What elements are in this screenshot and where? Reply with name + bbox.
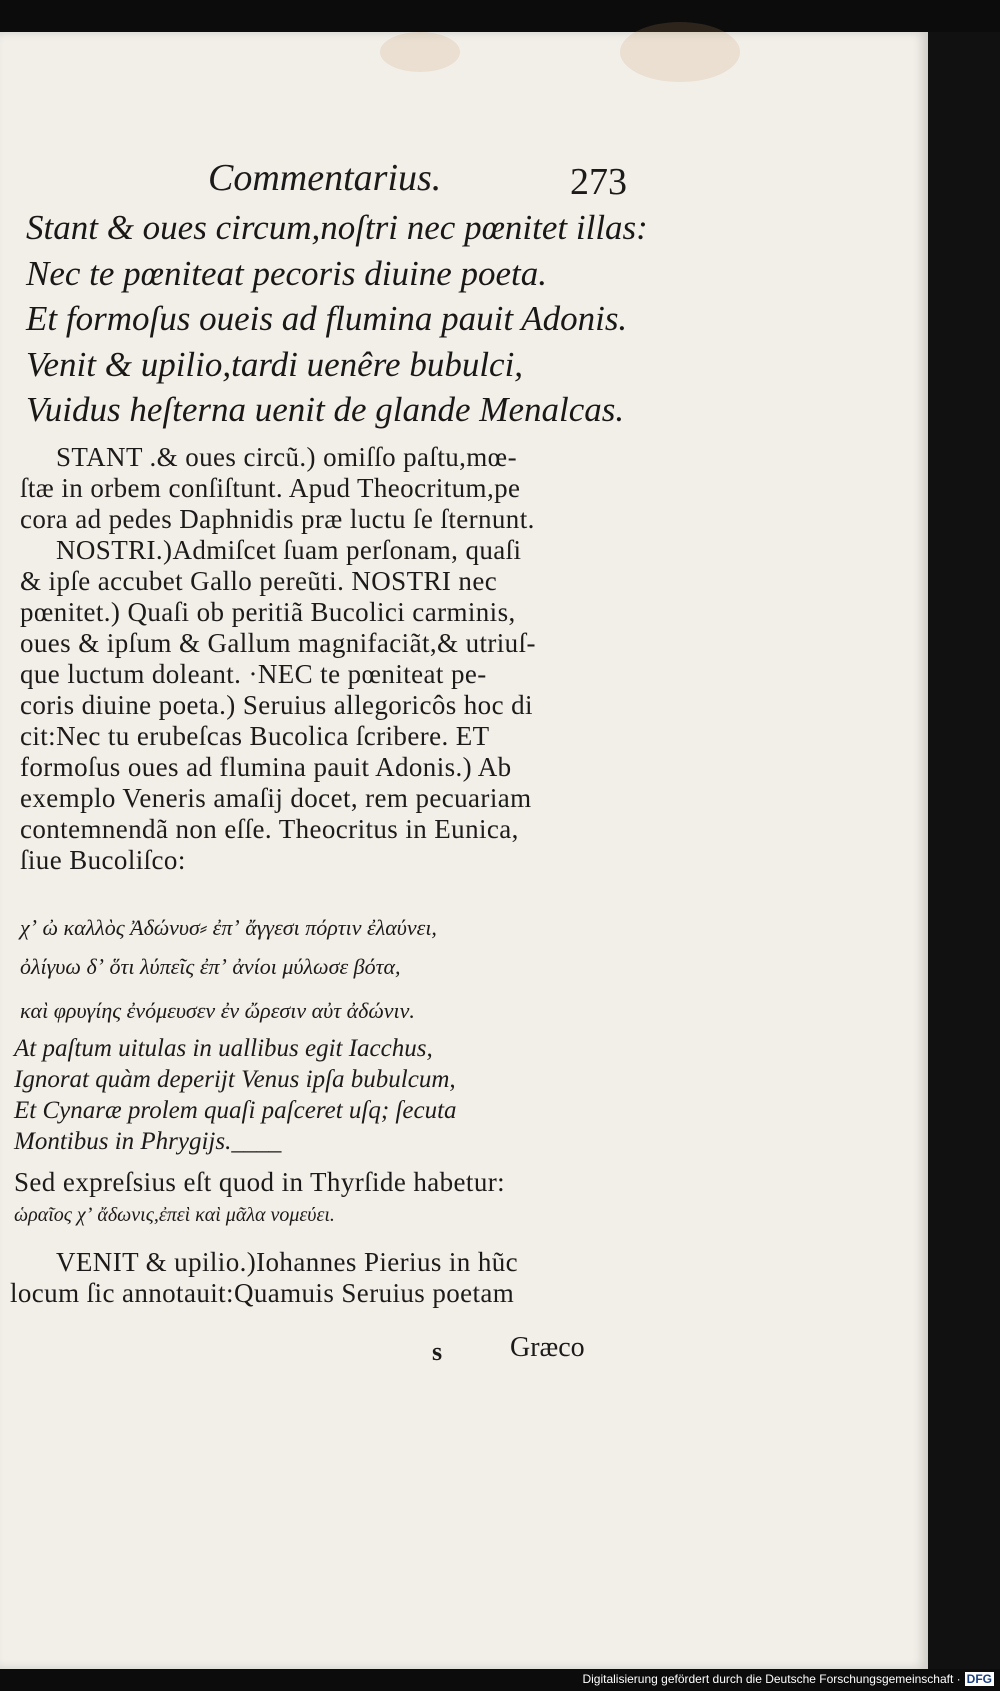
commentary-line: Sed expreſsius eſt quod in Thyrſide habetur: — [14, 1167, 506, 1197]
verse-line: Nec te pœniteat pecoris diuine poeta. — [26, 254, 548, 293]
verse-line: Stant & oues circum,noſtri nec pœnitet illas: — [26, 208, 648, 247]
catchword: Græco — [510, 1332, 585, 1363]
paper-stain — [380, 32, 460, 72]
commentary-line: locum ſic annotauit:Quamuis Seruius poetam — [10, 1278, 515, 1308]
greek-quote-line: ὀλίγυω δʼ ὅτι λύπεῖς ἐπʼ ἀνίοι μύλωσε βότα, — [20, 954, 401, 979]
commentary-line: oues & ipſum & Gallum magnifaciãt,& utriuſ- — [20, 628, 536, 658]
signature-mark: s — [432, 1337, 443, 1366]
greek-quote-line: χʼ ὠ καλλὸς Ἀδώνυσ⸗ ἐπʼ ἄγγεσι πόρτιν ἐλαύνει, — [20, 915, 437, 940]
commentary-line: ſtæ in orbem conſiſtunt. Apud Theocritum,pe — [20, 473, 521, 503]
commentary-line: que luctum doleant. ·NEC te pœniteat pe- — [20, 659, 487, 689]
commentary-line: cit:Nec tu erubeſcas Bucolica ſcribere. ET — [20, 721, 490, 751]
commentary-line: pœnitet.) Quaſi ob peritiã Bucolici carminis, — [20, 597, 516, 627]
verse-line: Venit & upilio,tardi uenêre bubulci, — [26, 345, 524, 384]
digitization-credit — [582, 1672, 994, 1686]
verse-line: Vuidus heſterna uenit de glande Menalcas. — [26, 390, 625, 429]
paper-stain — [620, 22, 740, 82]
greek-quote-line: καὶ φρυγίης ἐνόμευσεν ἐν ὤρεσιν αὐτ ἀδώνιν. — [20, 998, 415, 1023]
commentary-line: STANT .& oues circũ.) omiſſo paſtu,mœ- — [56, 442, 517, 472]
commentary-line: contemnendã non eſſe. Theocritus in Eunica, — [20, 814, 519, 844]
page-number: 273 — [570, 161, 627, 203]
commentary-line: coris diuine poeta.) Seruius allegoricôs hoc di — [20, 690, 533, 720]
book-spine — [928, 32, 1000, 1669]
commentary-line: NOSTRI.)Admiſcet ſuam perſonam, quaſi — [56, 535, 522, 565]
commentary-line: ſiue Bucoliſco: — [20, 845, 186, 875]
verse-line: Et formoſus oueis ad flumina pauit Adonis. — [26, 299, 628, 338]
commentary-line: exemplo Veneris amaſij docet, rem pecuariam — [20, 783, 532, 813]
running-head: Commentarius. — [208, 157, 442, 199]
commentary-line: VENIT & upilio.)Iohannes Pierius in hũc — [56, 1247, 519, 1277]
commentary-line: cora ad pedes Daphnidis præ luctu ſe ſternunt. — [20, 504, 535, 534]
latin-verse-line: Ignorat quàm deperijt Venus ipſa bubulcum, — [14, 1066, 456, 1093]
commentary-line: & ipſe accubet Gallo pereũti. NOSTRI nec — [20, 566, 498, 596]
dfg-logo: DFG — [966, 1672, 992, 1686]
book-page — [0, 32, 928, 1669]
latin-verse-line: At paſtum uitulas in uallibus egit Iacchus, — [14, 1035, 433, 1062]
commentary-line: formoſus oues ad flumina pauit Adonis.) Ab — [20, 752, 512, 782]
latin-verse-line: Montibus in Phrygijs.____ — [14, 1128, 282, 1155]
latin-verse-line: Et Cynaræ prolem quaſi paſceret uſq; ſecuta — [14, 1097, 457, 1124]
credit-text: Digitalisierung gefördert durch die Deutsche Forschungsgemeinschaft · — [582, 1672, 961, 1686]
greek-quote-line: ὡραῖος χʼ ἄδωνις,ἐπεὶ καὶ μᾶλα νομεύει. — [14, 1204, 335, 1226]
